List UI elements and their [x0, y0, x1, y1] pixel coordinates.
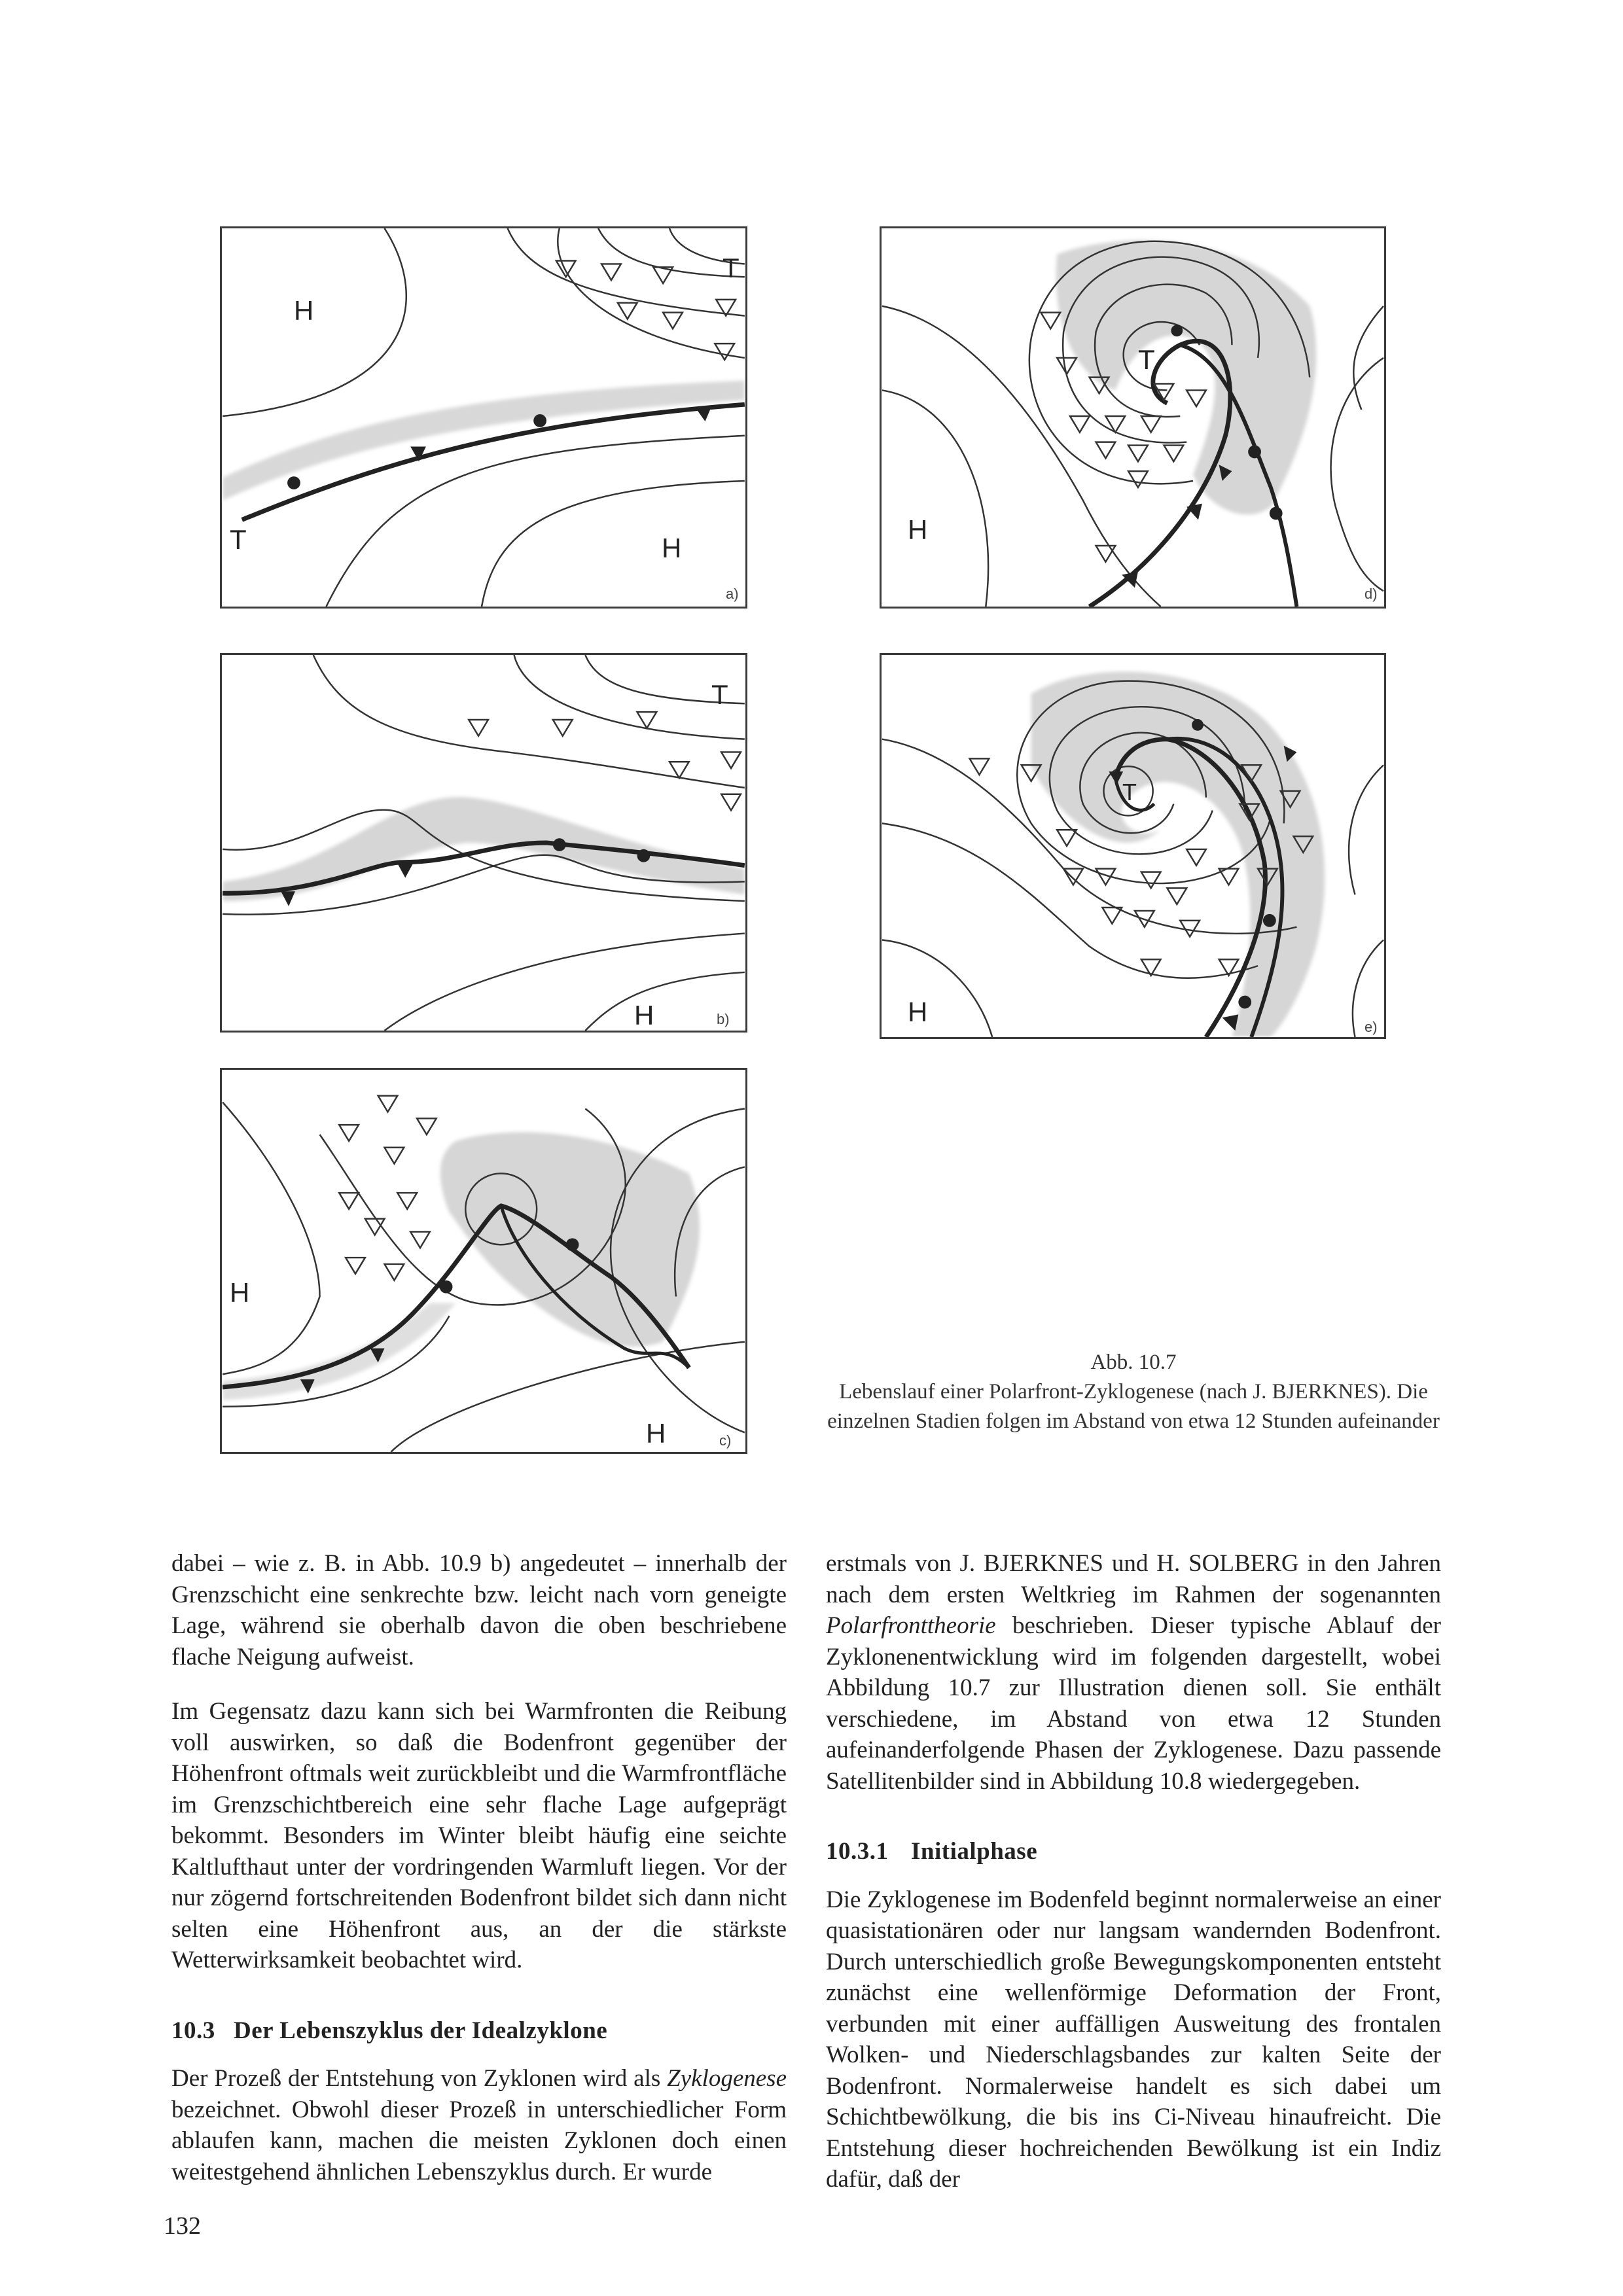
section-title: Der Lebenszyklus der Idealzyklone	[234, 2017, 608, 2044]
panel-tag: d)	[1364, 586, 1378, 602]
section-heading	[826, 1836, 1441, 1867]
pressure-label: H	[634, 1000, 654, 1031]
pressure-label: T	[1122, 779, 1137, 805]
paragraph: Die Zyklogenese im Bodenfeld beginnt normalerweise an einer quasistationären oder nur langsam wandernden Bodenfront. Durch unterschiedlich große Bewegungskomponenten entsteht zunächst eine wellenförmige Deformation der Front, verbunden mit einer auffälligen Ausweitung des frontalen Wolken- und Niederschlagsbandes zur kalten Seite der Bodenfront. Normalerweise handelt es sich dabei um Schichtbewölkung, die bis ins Ci-Niveau hinaufreicht. Die Entstehung dieser hochreichenden Bewölkung ist ein Indiz dafür, daß der	[826, 1886, 1441, 2193]
isobar-map-e	[882, 655, 1384, 1037]
left-column	[171, 1548, 787, 2211]
paragraph	[171, 2063, 787, 2187]
pressure-label: T	[1138, 344, 1155, 375]
pressure-label: H	[908, 514, 928, 545]
panel-tag: e)	[1364, 1019, 1378, 1035]
caption-title: Abb. 10.7	[1090, 1351, 1177, 1374]
text-run: bezeichnet. Obwohl dieser Prozeß in unterschiedlicher Form ablaufen kann, machen die meisten Zyklonen doch einen weitestgehend ähnlichen Lebenszyklus durch. Er wurde	[171, 2096, 787, 2185]
emphasized-term: Zyklogenese	[667, 2065, 787, 2092]
pressure-label: H	[646, 1418, 666, 1449]
pressure-label: T	[230, 524, 247, 555]
section-number: 10.3	[171, 2017, 215, 2044]
pressure-label: T	[711, 679, 728, 710]
text-run: Der Prozeß der Entstehung von Zyklonen wird als	[171, 2065, 668, 2092]
section-heading	[171, 2015, 787, 2047]
panel-tag: b)	[717, 1011, 730, 1027]
right-column	[826, 1548, 1441, 2219]
isobar-map-c	[222, 1070, 745, 1452]
pressure-label: T	[722, 253, 740, 283]
panel-tag: c)	[719, 1432, 732, 1449]
section-number: 10.3.1	[826, 1838, 889, 1865]
paragraph: Im Gegensatz dazu kann sich bei Warmfronten die Reibung voll auswirken, so daß die Bodenfront gegenüber der Höhenfront oftmals weit zurückbleibt und die Warmfrontfläche im Grenzschichtbereich eine sehr flache Lage aufgeprägt bekommt. Besonders im Winter bleibt häufig eine seichte Kaltlufthaut unter der vordringenden Warmluft liegen. Vor der nur zögernd fortschreitenden Bodenfront bildet sich dann nicht selten eine Höhenfront aus, an der die stärkste Wetterwirksamkeit beobachtet wird.	[171, 1698, 787, 1973]
pressure-label: H	[294, 295, 314, 326]
figure-caption	[826, 1348, 1441, 1436]
text-run: erstmals von J. BJERKNES und H. SOLBERG in den Jahren nach dem ersten Weltkrieg im Rahmen der sogenannten	[826, 1550, 1441, 1608]
paragraph	[826, 1548, 1441, 1797]
map-panel-e	[880, 653, 1386, 1039]
map-panel-d	[880, 226, 1386, 609]
map-panel-a	[220, 226, 747, 609]
section-title: Initialphase	[911, 1838, 1038, 1865]
caption-text: Lebenslauf einer Polarfront-Zyklogenese (nach J. BJERKNES). Die einzelnen Stadien folgen im Abstand von etwa 12 Stunden aufeinander	[827, 1380, 1440, 1433]
pressure-label: H	[662, 533, 682, 563]
panel-tag: a)	[726, 586, 739, 602]
page-number: 132	[164, 2212, 201, 2240]
map-panel-b	[220, 653, 747, 1033]
map-panel-c	[220, 1068, 747, 1454]
isobar-map-d	[882, 228, 1384, 607]
paragraph: dabei – wie z. B. in Abb. 10.9 b) angedeutet – innerhalb der Grenzschicht eine senkrechte bzw. leicht nach vorn geneigte Lage, während sie oberhalb davon die oben beschriebene flache Neigung aufweist.	[171, 1550, 787, 1670]
isobar-map-b	[222, 655, 745, 1031]
emphasized-term: Polarfronttheorie	[826, 1612, 996, 1639]
pressure-label: H	[230, 1277, 250, 1308]
text-run: beschrieben. Dieser typische Ablauf der Zyklonenentwicklung wird im folgenden dargestellt, wobei Abbildung 10.7 zur Illustration dienen soll. Sie enthält verschiedene, im Abstand von etwa 12 Stunden aufeinanderfolgende Phasen der Zyklogenese. Dazu passende Satellitenbilder sind in Abbildung 10.8 wiedergegeben.	[826, 1612, 1441, 1795]
pressure-label: H	[908, 997, 928, 1027]
